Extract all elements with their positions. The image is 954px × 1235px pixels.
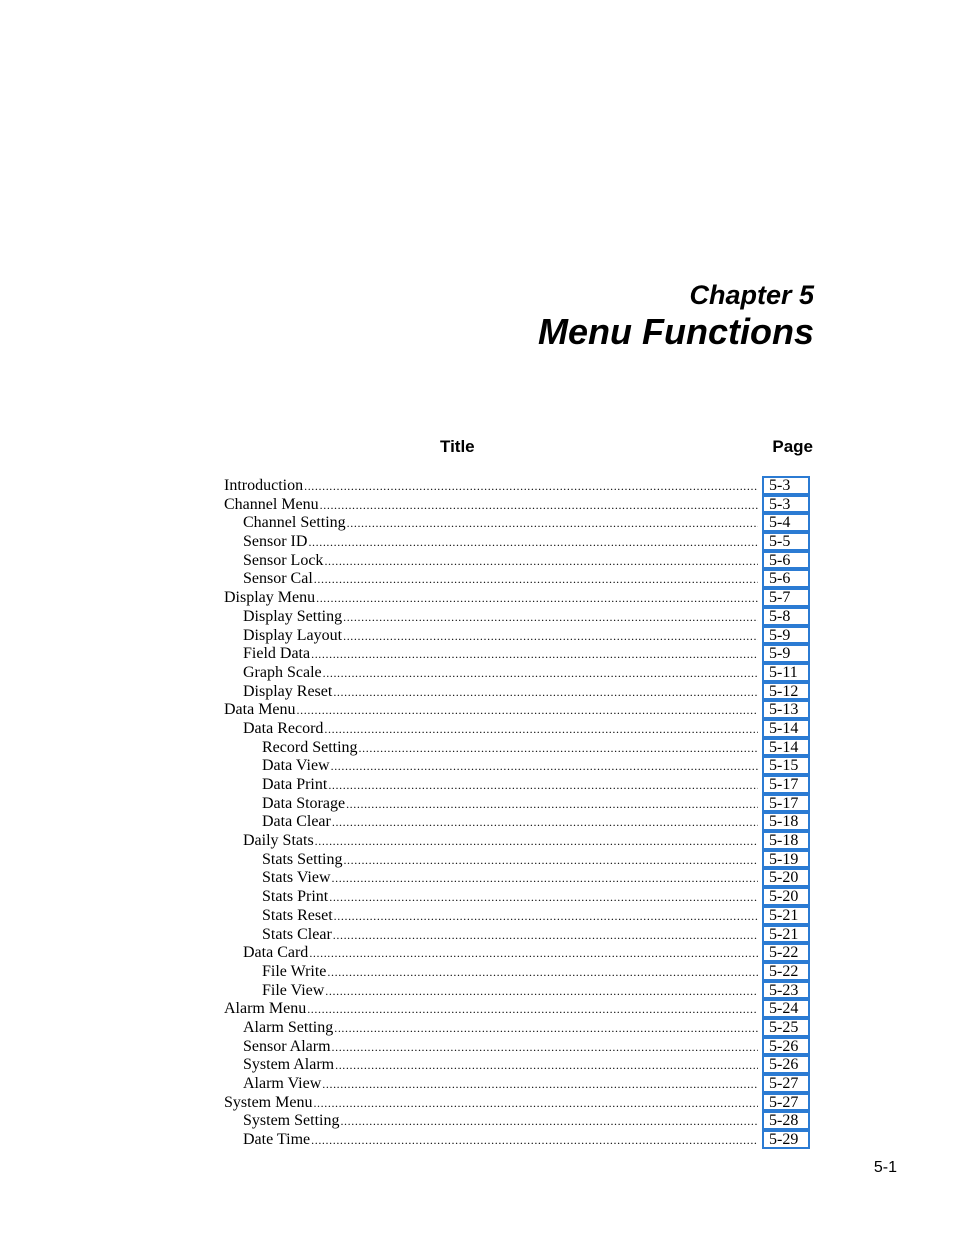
toc-page-link[interactable]: 5-13 [762, 700, 810, 719]
toc-leader-dots [297, 701, 758, 720]
toc-page-link[interactable]: 5-29 [762, 1130, 810, 1149]
toc-entry-title: Stats Print [262, 888, 329, 906]
toc-entry [224, 831, 819, 850]
toc-page-link[interactable]: 5-17 [762, 775, 810, 794]
toc-page-link[interactable]: 5-24 [762, 999, 810, 1018]
toc-leader-dots [307, 1000, 758, 1019]
toc-entry-title: Sensor ID [243, 533, 308, 551]
toc-leader-dots [329, 888, 758, 907]
toc-leader-dots [316, 589, 758, 608]
toc-leader-dots [325, 982, 758, 1001]
toc-entry-title: Alarm View [243, 1075, 322, 1092]
toc-entry [224, 569, 819, 588]
toc-page-link[interactable]: 5-11 [762, 663, 810, 682]
toc-entry [224, 1111, 819, 1130]
toc-entry-title: Stats View [262, 869, 331, 887]
toc-entry [224, 850, 819, 869]
toc-page-link[interactable]: 5-26 [762, 1037, 810, 1056]
toc-leader-dots [327, 963, 758, 982]
toc-entry-title: File Write [262, 962, 327, 980]
toc-page-link[interactable]: 5-21 [762, 925, 810, 944]
toc-page-link[interactable]: 5-9 [762, 644, 810, 663]
toc-entry [224, 476, 819, 495]
toc-entry [224, 999, 819, 1018]
toc-entry-title: Data Card [243, 944, 309, 962]
toc-entry-title: Stats Setting [262, 850, 343, 868]
toc-page-link[interactable]: 5-27 [762, 1093, 810, 1112]
toc-leader-dots [333, 683, 758, 702]
toc-entry-title: Alarm Setting [243, 1018, 334, 1036]
toc-leader-dots [324, 720, 758, 739]
chapter-label: Chapter 5 [689, 280, 814, 310]
toc-entry-title: Display Menu [224, 589, 316, 607]
toc-entry-title: Stats Clear [262, 925, 332, 943]
toc-entry-title: Sensor Lock [243, 551, 324, 569]
toc-page-link[interactable]: 5-14 [762, 738, 810, 757]
toc-leader-dots [332, 869, 758, 888]
toc-leader-dots [304, 477, 758, 496]
toc-leader-dots [340, 1112, 758, 1131]
toc-leader-dots [334, 907, 758, 926]
toc-leader-dots [331, 757, 758, 776]
toc-entry [224, 906, 819, 925]
toc-leader-dots [347, 514, 758, 533]
toc-entry-title: Data Storage [262, 794, 346, 812]
toc-entry [224, 626, 819, 645]
toc-entry [224, 644, 819, 663]
toc-leader-dots [309, 944, 758, 963]
toc-leader-dots [320, 496, 758, 515]
toc-entry-title: Data Clear [262, 813, 331, 831]
toc-page-link[interactable]: 5-23 [762, 981, 810, 1000]
toc-entry-title: Display Layout [243, 626, 343, 644]
toc-page-link[interactable]: 5-6 [762, 569, 810, 588]
toc-page-link[interactable]: 5-17 [762, 794, 810, 813]
toc-entry [224, 607, 819, 626]
toc-entry-title: System Alarm [243, 1056, 335, 1074]
toc-entry [224, 495, 819, 514]
toc-leader-dots [343, 608, 758, 627]
toc-entry-title: Graph Scale [243, 663, 322, 681]
toc-leader-dots [343, 851, 758, 870]
toc-entry [224, 551, 819, 570]
toc-entry [224, 588, 819, 607]
toc-entry [224, 812, 819, 831]
toc-page-link[interactable]: 5-14 [762, 719, 810, 738]
toc-entry-title: Sensor Alarm [243, 1037, 331, 1055]
toc-page-header: Page [772, 437, 813, 456]
toc-page-link[interactable]: 5-18 [762, 831, 810, 850]
toc-entry [224, 532, 819, 551]
toc-page-link[interactable]: 5-3 [762, 495, 810, 514]
toc-entry-title: Data Print [262, 776, 328, 793]
toc-page-link[interactable]: 5-3 [762, 476, 810, 495]
toc-entry [224, 1018, 819, 1037]
toc-leader-dots [333, 926, 758, 945]
toc-leader-dots [335, 1056, 758, 1075]
toc-entry [224, 794, 819, 813]
toc-entry [224, 513, 819, 532]
toc-entry-title: Field Data [243, 645, 311, 663]
toc-leader-dots [313, 1094, 758, 1113]
toc-page-link[interactable]: 5-7 [762, 588, 810, 607]
toc-page-link[interactable]: 5-19 [762, 850, 810, 869]
toc-leader-dots [359, 739, 758, 758]
toc-entry [224, 663, 819, 682]
toc-page-link[interactable]: 5-22 [762, 943, 810, 962]
toc-leader-dots [315, 832, 758, 851]
toc-entry [224, 1130, 819, 1149]
toc-title-header: Title [440, 437, 475, 456]
toc-entry [224, 887, 819, 906]
toc-entry-title: Stats Reset [262, 906, 333, 924]
toc-leader-dots [334, 1019, 758, 1038]
toc-entry-title: Date Time [243, 1131, 311, 1149]
toc-entry-title: Data Record [243, 719, 324, 737]
toc-page-link[interactable]: 5-4 [762, 513, 810, 532]
toc-entry [224, 962, 819, 981]
toc-entry-title: System Menu [224, 1093, 313, 1111]
toc-page-link[interactable]: 5-27 [762, 1074, 810, 1093]
chapter-title: Menu Functions [538, 311, 814, 352]
toc-leader-dots [328, 776, 758, 795]
toc-page-link[interactable]: 5-6 [762, 551, 810, 570]
toc-entry-title: Sensor Cal [243, 570, 313, 588]
toc-entry-title: Display Reset [243, 682, 333, 700]
toc-leader-dots [343, 627, 758, 646]
toc-leader-dots [332, 813, 758, 832]
toc-leader-dots [346, 795, 758, 814]
toc-page-link[interactable]: 5-25 [762, 1018, 810, 1037]
toc-entry [224, 775, 819, 794]
page-number: 5-1 [873, 1159, 897, 1176]
toc-entry [224, 719, 819, 738]
table-of-contents [224, 476, 819, 1149]
toc-entry-title: Alarm Menu [224, 1000, 307, 1018]
toc-leader-dots [311, 645, 758, 664]
toc-page-link[interactable]: 5-28 [762, 1111, 810, 1130]
toc-entry-title: Introduction [224, 477, 304, 494]
toc-page-link[interactable]: 5-20 [762, 887, 810, 906]
toc-entry [224, 943, 819, 962]
toc-entry [224, 1093, 819, 1112]
toc-leader-dots [332, 1038, 758, 1057]
toc-entry-title: Channel Setting [243, 514, 346, 532]
toc-entry [224, 738, 819, 757]
toc-page-link[interactable]: 5-20 [762, 868, 810, 887]
toc-leader-dots [323, 664, 758, 683]
toc-page-link[interactable]: 5-26 [762, 1055, 810, 1074]
toc-entry [224, 1037, 819, 1056]
toc-page-link[interactable]: 5-9 [762, 626, 810, 645]
toc-entry-title: Record Setting [262, 738, 358, 756]
toc-leader-dots [324, 552, 758, 571]
toc-entry-title: Data View [262, 757, 330, 775]
toc-page-link[interactable]: 5-8 [762, 607, 810, 626]
toc-entry-title: Data Menu [224, 701, 296, 719]
toc-entry [224, 1074, 819, 1093]
toc-page-link[interactable]: 5-22 [762, 962, 810, 981]
toc-entry [224, 700, 819, 719]
toc-entry-title: File View [262, 981, 325, 999]
toc-entry [224, 1055, 819, 1074]
toc-entry [224, 682, 819, 701]
toc-entry [224, 756, 819, 775]
toc-entry [224, 925, 819, 944]
toc-leader-dots [314, 570, 758, 589]
toc-entry [224, 868, 819, 887]
toc-entry [224, 981, 819, 1000]
toc-entry-title: System Setting [243, 1112, 340, 1130]
toc-entry-title: Daily Stats [243, 832, 314, 850]
toc-entry-title: Channel Menu [224, 495, 319, 513]
toc-page-link[interactable]: 5-21 [762, 906, 810, 925]
toc-leader-dots [311, 1131, 758, 1150]
toc-page-link[interactable]: 5-5 [762, 532, 810, 551]
toc-entry-title: Display Setting [243, 607, 343, 625]
toc-page-link[interactable]: 5-18 [762, 812, 810, 831]
toc-leader-dots [308, 533, 758, 552]
toc-page-link[interactable]: 5-15 [762, 756, 810, 775]
toc-leader-dots [322, 1075, 758, 1094]
toc-page-link[interactable]: 5-12 [762, 682, 810, 701]
